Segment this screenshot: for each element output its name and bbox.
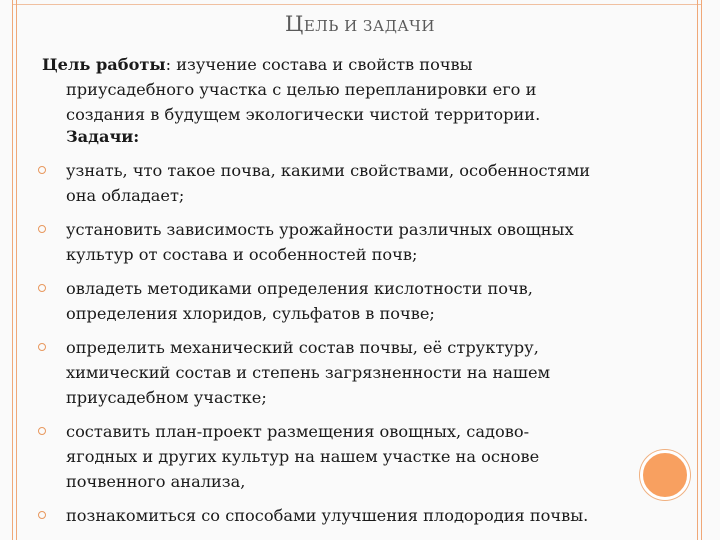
slide-title [0,12,720,36]
task-item [36,503,676,528]
decorative-orange-circle [640,450,690,500]
frame-right-line [701,0,702,540]
task-line: составить план-проект размещения овощных, садово- [66,422,530,441]
task-line: культур от состава и особенностей почв; [66,245,418,264]
task-item [36,276,676,326]
task-line: ягодных и других культур на нашем участке на основе [66,447,540,466]
task-item [36,217,676,267]
goal-paragraph [42,52,672,127]
goal-line-1: : изучение состава и свойств почвы [165,55,473,74]
task-line: установить зависимость урожайности различных овощных [66,220,574,239]
task-line: овладеть методиками определения кислотности почв, [66,279,533,298]
frame-left-line [12,0,13,540]
task-line: она обладает; [66,186,185,205]
bullet-circle-icon [38,284,46,292]
goal-lead: Цель работы [42,55,166,74]
title-rest: ЕЛЬ И ЗАДАЧИ [303,17,435,35]
task-list [36,158,676,537]
bullet-circle-icon [38,427,46,435]
frame-right-line-inner [697,0,698,540]
task-line: определить механический состав почвы, её структуру, [66,338,539,357]
goal-line-2: приусадебного участка с целью перепланировки его и [66,80,537,99]
goal-line-3: создания в будущем экологически чистой территории. [66,105,541,124]
tasks-heading: Задачи: [66,127,140,146]
task-line: почвенного анализа, [66,472,246,491]
task-line: определения хлоридов, сульфатов в почве; [66,304,435,323]
frame-top-border [12,0,702,5]
bullet-circle-icon [38,166,46,174]
frame-left-line-inner [16,0,17,540]
task-line: познакомиться со способами улучшения плодородия почвы. [66,506,589,525]
bullet-circle-icon [38,225,46,233]
bullet-circle-icon [38,343,46,351]
task-line: приусадебном участке; [66,388,267,407]
task-line: химический состав и степень загрязненности на нашем [66,363,551,382]
title-initial: Ц [285,12,304,36]
task-item [36,335,676,410]
bullet-circle-icon [38,511,46,519]
task-item [36,158,676,208]
task-line: узнать, что такое почва, какими свойствами, особенностями [66,161,591,180]
task-item [36,419,676,494]
